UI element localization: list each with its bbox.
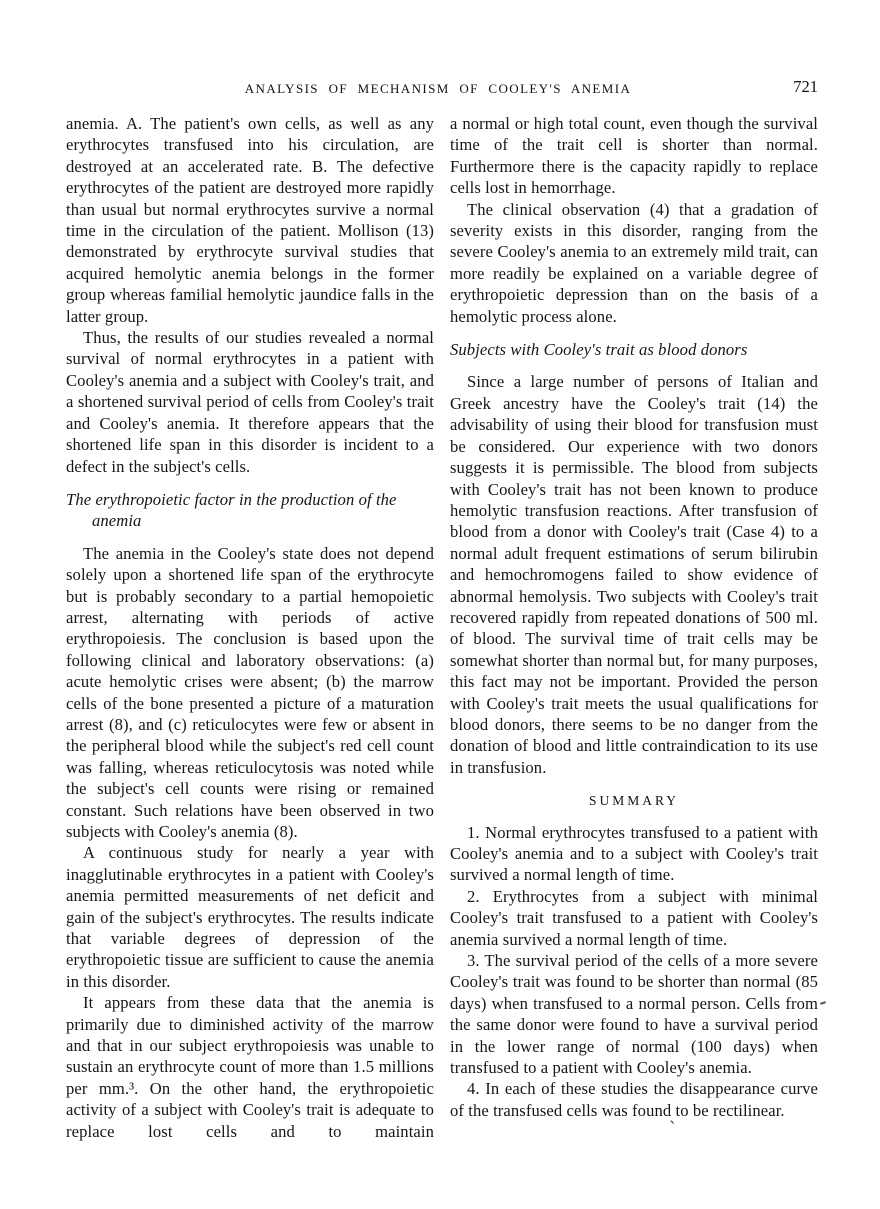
right-column — [450, 113, 818, 1142]
paragraph-thus-results: Thus, the results of our studies revealed a normal survival of normal erythrocytes in a patient with Cooley's anemia and a subject with Cooley's trait, and a shortened survival period of cells from Cooley's trait and Cooley's anemia. It therefore appears that the shortened life span in this disorder is incident to a defect in the subject's cells. — [66, 328, 434, 476]
two-column-text-body — [66, 113, 818, 1142]
left-column — [66, 113, 434, 1142]
summary-item-2: 2. Erythrocytes from a subject with minimal Cooley's trait transfused to a patient with Cooley's anemia survived a normal length of time. — [450, 886, 818, 949]
running-head-title: ANALYSIS OF MECHANISM OF COOLEY'S ANEMIA — [244, 81, 632, 96]
summary-item-4: 4. In each of these studies the disappearance curve of the transfused cells was found to be rectilinear. — [450, 1079, 818, 1120]
summary-item-1: 1. Normal erythrocytes transfused to a patient with Cooley's anemia and to a subject with Cooley's trait survived a normal length of time. — [450, 822, 818, 885]
paragraph-it-appears: It appears from these data that the anemia is primarily due to diminished activity of the marrow and that in our subject erythropoiesis was unable to sustain an erythrocyte count of more than 1.5 millions per mm.³. On the other hand, the erythropoietic activity of a subject with Cooley's trait is adequate to replace lost cells and to maintain — [66, 993, 434, 1141]
scan-artifact-dash — [820, 1001, 826, 1005]
page-number: 721 — [793, 77, 818, 96]
paragraph-continuation-from-previous-page: anemia. A. The patient's own cells, as well as any erythrocytes transfused into his circulation, are destroyed at an accelerated rate. B. The defective erythrocytes of the patient are destroyed more rapidly than usual but normal erythrocytes survive a normal time in the circulation of the patient. Mollison (13) demonstrated by erythrocyte survival studies that acquired hemolytic anemia belongs in the former group whereas familial hemolytic jaundice falls in the latter group. — [66, 114, 434, 326]
paragraph-total-count: a normal or high total count, even though the survival time of the trait cell is shorter than normal. Furthermore there is the capacity rapidly to replace cells lost in hemorrhage. — [450, 114, 818, 198]
paragraph-anemia-cooleys-state: The anemia in the Cooley's state does not depend solely upon a shortened life span of the erythrocyte but is probably secondary to a partial hemopoietic arrest, alternating with periods of active erythropoiesis. The conclusion is based upon the following clinical and laboratory observations: (a) acute hemolytic crises were absent; (b) the marrow cells of the bone presented a picture of a maturation arrest (8), and (c) reticulocytes were few or absent in the peripheral blood while the subject's red cell count was falling, whereas reticulocytosis was noted while the subject's cell counts were rising or remained constant. Such relations have been observed in two subjects with Cooley's anemia (8). — [66, 543, 434, 841]
summary-item-3: 3. The survival period of the cells of a more severe Cooley's trait was found to be shorter than normal (85 days) when transfused to a normal person. Cells from the same donor were found to have a survival period in the lower range of normal (100 days) when transfused to a patient with Cooley's anemia. — [450, 951, 818, 1078]
section-heading-blood-donors: Subjects with Cooley's trait as blood donors — [450, 340, 748, 360]
paragraph-continuous-study: A continuous study for nearly a year with inagglutinable erythrocytes in a patient with Cooley's anemia permitted measurements of net deficit and gain of the subject's erythrocytes. The results indicate that variable degrees of depression of the erythropoietic tissue are sufficient to cause the anemia in this disorder. — [66, 843, 434, 991]
section-heading-erythropoietic-factor: The erythropoietic factor in the production of the anemia — [66, 489, 397, 531]
paragraph-clinical-observation: The clinical observation (4) that a gradation of severity exists in this disorder, ranging from the severe Cooley's anemia to an extremely mild trait, can more readily be explained on a variable degree of erythropoietic depression than on the basis of a hemolytic process alone. — [450, 199, 818, 326]
summary-heading: SUMMARY — [588, 793, 680, 809]
paragraph-blood-donors: Since a large number of persons of Italian and Greek ancestry have the Cooley's trait (14) the advisability of using their blood for transfusion must be considered. Our experience with two donors suggests it is permissible. The blood from subjects with Cooley's trait has not been known to produce hemolytic transfusion reactions. After transfusion of blood from a donor with Cooley's trait (Case 4) to a normal adult frequent estimations of serum bilirubin and hemochromogens failed to show evidence of abnormal hemolysis. Two subjects with Cooley's trait recovered rapidly from repeated donations of 500 ml. of blood. The survival time of trait cells may be somewhat shorter than normal but, for many purposes, this fact may not be important. Provided the person with Cooley's trait meets the usual qualifications for blood donors, there seems to be no danger from the donation of blood and little contraindication to its use in transfusion. — [450, 372, 818, 777]
scan-artifact-grave-mark: ` — [666, 1117, 676, 1140]
